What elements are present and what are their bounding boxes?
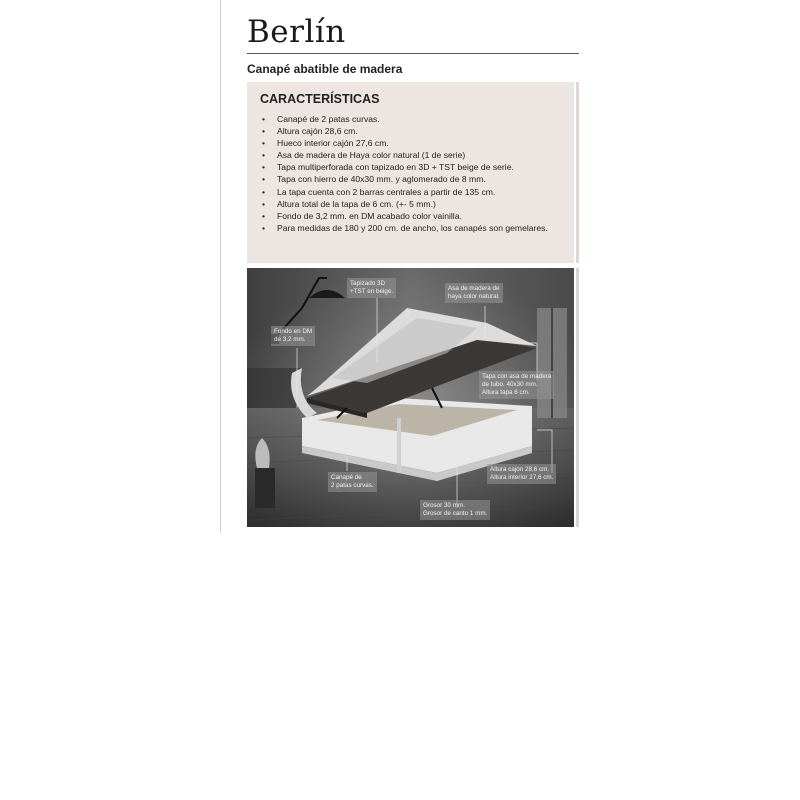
label-tapa: Tapa con asa de madera de tubo. 40x30 mm. Altura tapa 6 cm. (479, 371, 554, 399)
page-divider (220, 0, 221, 533)
label-fondo: Fondo en DM de 3,2 mm. (271, 326, 315, 346)
panel-edge (576, 82, 579, 263)
feature-item: • Asa de madera de Haya color natural (1 de serie) (260, 149, 562, 161)
label-asa: Asa de madera de haya color natural. (445, 283, 503, 303)
feature-item: • Altura cajón 28,6 cm. (260, 125, 562, 137)
feature-item: • La tapa cuenta con 2 barras centrales a partir de 135 cm. (260, 186, 562, 198)
label-tapizado: Tapizado 3D +TST en beige. (347, 278, 396, 298)
feature-item: • Tapa con hierro de 40x30 mm. y aglomerado de 8 mm. (260, 173, 562, 185)
product-subtitle: Canapé abatible de madera (247, 62, 403, 76)
features-heading: CARACTERÍSTICAS (260, 92, 380, 106)
photo-edge (576, 268, 579, 527)
feature-item: • Fondo de 3,2 mm. en DM acabado color vainilla. (260, 210, 562, 222)
product-title: Berlín (247, 14, 346, 50)
feature-item: • Altura total de la tapa de 6 cm. (+- 5 mm.) (260, 198, 562, 210)
product-photo (247, 268, 574, 527)
features-list (260, 113, 562, 234)
label-grosor: Grosor 30 mm. Grosor de canto 1 mm. (420, 500, 490, 520)
feature-item: • Para medidas de 180 y 200 cm. de ancho, los canapés son gemelares. (260, 222, 562, 234)
feature-item: • Hueco interior cajón 27,6 cm. (260, 137, 562, 149)
title-rule (247, 53, 579, 54)
features-panel (247, 82, 574, 263)
feature-item: • Tapa multiperforada con tapizado en 3D + TST beige de serie. (260, 161, 562, 173)
label-patas: Canapé de 2 patas curvas. (328, 472, 377, 492)
feature-item: • Canapé de 2 patas curvas. (260, 113, 562, 125)
label-altura: Altura cajón 28,6 cm. Altura interior 27,6 cm. (487, 464, 556, 484)
